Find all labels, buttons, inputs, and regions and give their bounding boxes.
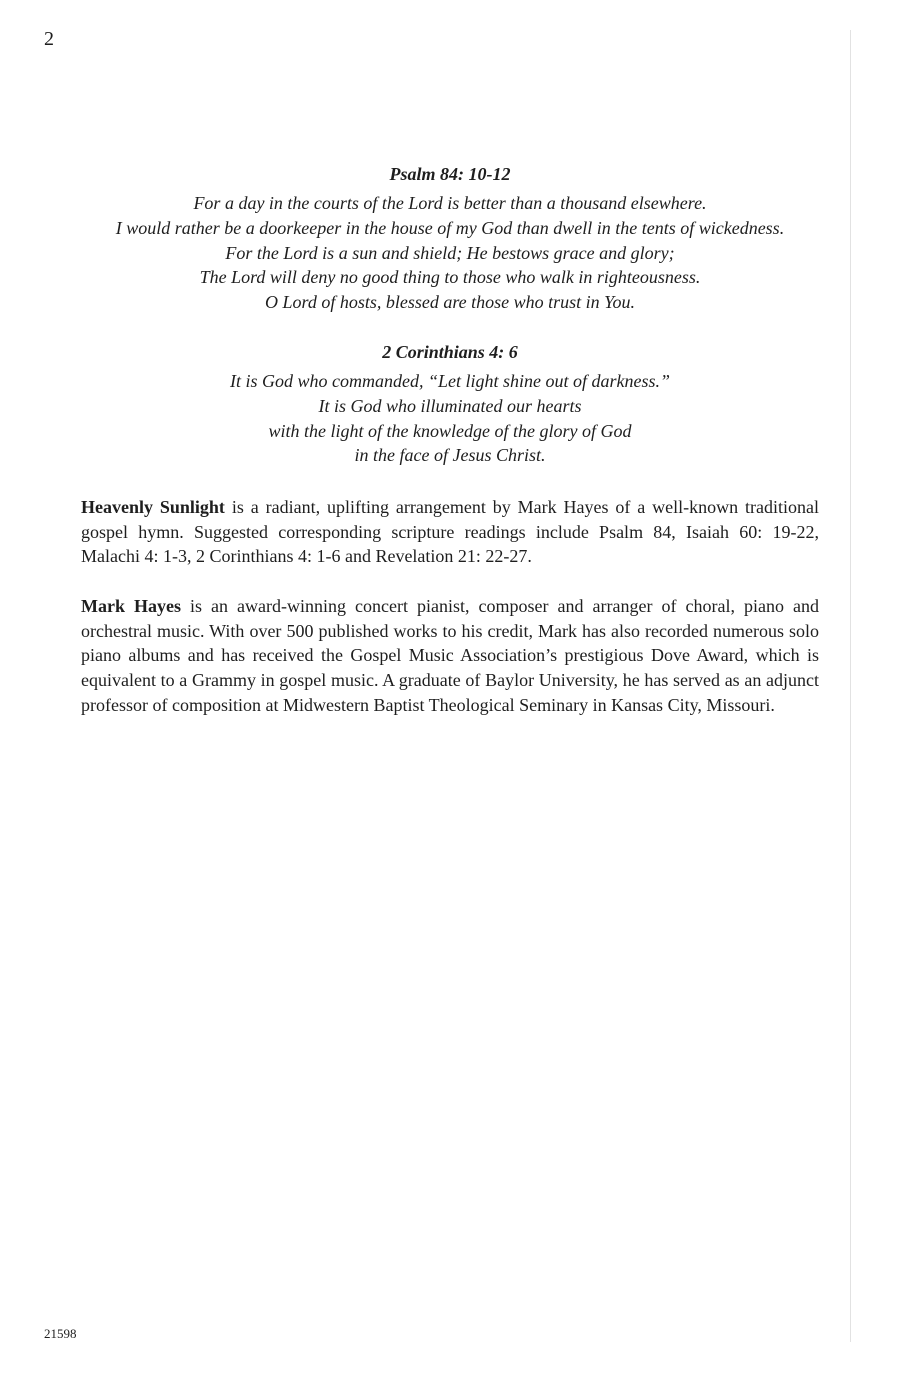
arrangement-title: Heavenly Sunlight [81,497,225,517]
page-edge-rule [850,30,851,1342]
composer-name: Mark Hayes [81,596,182,616]
psalm-line: O Lord of hosts, blessed are those who trust in You. [264,292,636,313]
psalm-line: I would rather be a doorkeeper in the house of my God than dwell in the tents of wickedness. [115,217,785,238]
corinthians-passage [60,342,840,468]
psalm-line: The Lord will deny no good thing to those who walk in righteousness. [199,267,701,288]
corinthians-line: with the light of the knowledge of the glory of God [268,420,632,441]
arrangement-description [81,495,819,569]
corinthians-title: 2 Corinthians 4: 6 [382,342,518,362]
psalm-line: For the Lord is a sun and shield; He bestows grace and glory; [225,242,675,263]
psalm-line: For a day in the courts of the Lord is better than a thousand elsewhere. [193,193,707,213]
corinthians-line: It is God who commanded, “Let light shine out of darkness.” [230,371,670,391]
psalm-passage [60,164,840,315]
corinthians-line: It is God who illuminated our hearts [318,395,582,416]
composer-biography [81,594,819,718]
psalm-title: Psalm 84: 10-12 [389,164,511,184]
arrangement-text: is a radiant, uplifting arrangement by Mark Hayes of a well-known traditional gospel hymn. Suggested corresponding scripture readings include Psalm 84, Isaiah 60: 19-22, Malachi 4: 1-3, 2 Corinthians 4: 1-6 and Revelation 21: 22-27. [81,497,819,567]
page-number: 2 [44,28,54,50]
corinthians-line: in the face of Jesus Christ. [354,445,546,466]
biography-text: is an award-winning concert pianist, composer and arranger of choral, piano and orchestral music. With over 500 published works to his credit, Mark has also recorded numerous solo piano albums and has received the Gospel Music Association’s prestigious Dove Award, which is equivalent to a Grammy in gospel music. A graduate of Baylor University, he has served as an adjunct professor of composition at Midwestern Baptist Theological Seminary in Kansas City, Missouri. [81,596,820,715]
catalog-number: 21598 [44,1326,77,1341]
